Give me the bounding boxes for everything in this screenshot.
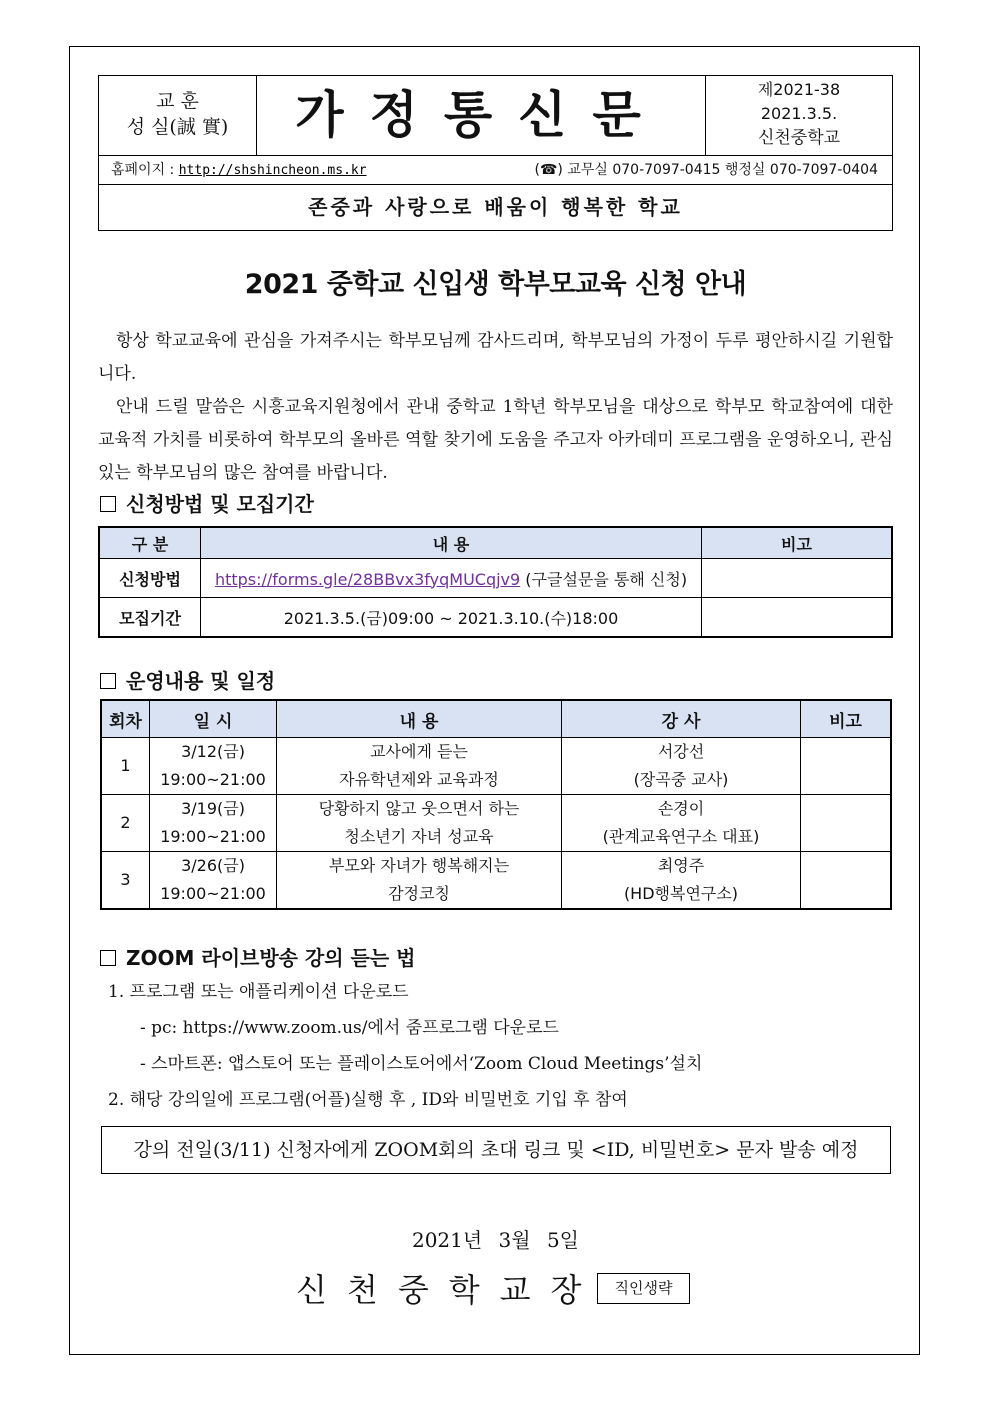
- session-datetime: [150, 738, 277, 795]
- zoom-instructions: [108, 974, 702, 1118]
- content-line: 부모와 자녀가 행복해지는: [328, 856, 510, 875]
- newsletter-title: 가정통신문: [295, 86, 667, 144]
- session-time: 19:00~21:00: [160, 770, 266, 789]
- table-header-row: [99, 527, 892, 559]
- session-content: [277, 852, 562, 910]
- section-schedule-title: 운영내용 및 일정: [126, 669, 276, 693]
- session-datetime: [150, 852, 277, 910]
- session-content: [277, 738, 562, 795]
- doc-number: 제2021-38: [757, 80, 841, 99]
- table-row: [101, 738, 891, 795]
- header-session: 회차: [101, 700, 150, 738]
- session-date: 3/19(금): [181, 799, 245, 818]
- intro-paragraph-1: 항상 학교교육에 관심을 가져주시는 학부모님께 감사드리며, 학부모님의 가정이 두루 평안하시길 기원합니다.: [98, 331, 893, 384]
- session-time: 19:00~21:00: [160, 827, 266, 846]
- google-form-link[interactable]: https://forms.gle/28BBvx3fyqMUCqjv9: [214, 569, 521, 589]
- zoom-step-2: 2. 해당 강의일에 프로그램(어플)실행 후 , ID와 비밀번호 기입 후 참여: [108, 1090, 628, 1110]
- motto-value: 성 실(誠 實): [126, 116, 229, 138]
- section-zoom-title: ZOOM 라이브방송 강의 듣는 법: [126, 946, 416, 970]
- session-date: 3/12(금): [181, 742, 245, 761]
- session-date: 3/26(금): [181, 856, 245, 875]
- session-content: [277, 795, 562, 852]
- zoom-step-1-pc: - pc: https://www.zoom.us/에서 줌프로그램 다운로드: [140, 1018, 559, 1038]
- header-contact-row: [99, 156, 892, 185]
- row-remark: [702, 598, 893, 638]
- application-method: [201, 559, 702, 598]
- application-table: [98, 526, 893, 638]
- phone-numbers: (☎) 교무실 070-7097-0415 행정실 070-7097-0404: [534, 162, 878, 178]
- schedule-table: [100, 699, 892, 910]
- section-application-heading: [100, 488, 314, 517]
- table-row: [101, 852, 891, 910]
- row-label: 모집기간: [99, 598, 201, 638]
- session-number: 1: [101, 738, 150, 795]
- content-line: 당황하지 않고 웃으면서 하는: [318, 799, 520, 818]
- document-title: 2021 중학교 신입생 학부모교육 신청 안내: [244, 269, 747, 300]
- intro-text: [98, 325, 893, 490]
- table-row: [101, 795, 891, 852]
- homepage-link[interactable]: http://shshincheon.ms.kr: [178, 163, 367, 178]
- table-row: [99, 598, 892, 638]
- homepage: [111, 156, 367, 185]
- header-content: 내 용: [277, 700, 562, 738]
- session-lecturer: [562, 738, 801, 795]
- school-slogan: 존중과 사랑으로 배움이 행복한 학교: [308, 195, 683, 219]
- session-datetime: [150, 795, 277, 852]
- checkbox-square-icon: [100, 950, 116, 966]
- table-row: [99, 559, 892, 598]
- motto-label: 교 훈: [156, 90, 199, 112]
- issue-date: 2021년 3월 5일: [411, 1228, 580, 1252]
- row-label: 신청방법: [99, 559, 201, 598]
- notice-box: 강의 전일(3/11) 신청자에게 ZOOM회의 초대 링크 및 <ID, 비밀번호> 문자 발송 예정: [101, 1126, 891, 1174]
- lecturer-name: 손경이: [657, 799, 705, 818]
- session-lecturer: [562, 852, 801, 910]
- checkbox-square-icon: [100, 496, 116, 512]
- header-remark: 비고: [702, 527, 893, 559]
- section-schedule-heading: [100, 665, 275, 694]
- application-note: (구글설문을 통해 신청): [525, 569, 688, 589]
- newsletter-header: [98, 75, 893, 231]
- content-line: 자유학년제와 교육과정: [339, 770, 499, 789]
- session-time: 19:00~21:00: [160, 884, 266, 903]
- header-category: 구 분: [99, 527, 201, 559]
- seal-omitted-stamp: 직인생략: [597, 1273, 690, 1304]
- session-lecturer: [562, 795, 801, 852]
- table-header-row: [101, 700, 891, 738]
- content-line: 감정코칭: [388, 884, 450, 903]
- school-name: 신천중학교: [757, 128, 841, 148]
- session-number: 3: [101, 852, 150, 910]
- session-number: 2: [101, 795, 150, 852]
- principal-signature: 신천중학교장: [296, 1271, 602, 1309]
- section-application-title: 신청방법 및 모집기간: [126, 492, 314, 516]
- session-remark: [801, 852, 892, 910]
- lecturer-name: 최영주: [657, 856, 705, 875]
- content-line: 청소년기 자녀 성교육: [344, 827, 494, 846]
- header-lecturer: 강 사: [562, 700, 801, 738]
- session-remark: [801, 738, 892, 795]
- row-remark: [702, 559, 893, 598]
- section-zoom-heading: [100, 942, 415, 971]
- header-datetime: 일 시: [150, 700, 277, 738]
- session-remark: [801, 795, 892, 852]
- zoom-step-1: 1. 프로그램 또는 애플리케이션 다운로드: [108, 982, 409, 1002]
- header-top-row: [99, 76, 892, 156]
- header-content: 내 용: [201, 527, 702, 559]
- content-line: 교사에게 듣는: [370, 742, 468, 761]
- lecturer-affiliation: (관계교육연구소 대표): [602, 827, 760, 846]
- lecturer-affiliation: (장곡중 교사): [633, 770, 729, 789]
- school-motto: [99, 76, 257, 155]
- doc-date: 2021.3.5.: [760, 104, 838, 123]
- header-remark: 비고: [801, 700, 892, 738]
- doc-meta: [705, 76, 892, 155]
- checkbox-square-icon: [100, 673, 116, 689]
- intro-paragraph-2: 안내 드릴 말씀은 시흥교육지원청에서 관내 중학교 1학년 학부모님을 대상으로 학부모 학교참여에 대한 교육적 가치를 비롯하여 학부모의 올바른 역할 찾기에 도움을 주고자 아카데미 프로그램을 운영하오니, 관심 있는 학부모님의 많은 참여를 바랍니다.: [98, 397, 893, 483]
- homepage-label: 홈페이지 :: [111, 162, 175, 178]
- lecturer-name: 서강선: [657, 742, 705, 761]
- recruitment-period: 2021.3.5.(금)09:00 ~ 2021.3.10.(수)18:00: [201, 598, 702, 638]
- zoom-step-1-mobile: - 스마트폰: 앱스토어 또는 플레이스토어에서‘Zoom Cloud Meetings’설치: [140, 1054, 703, 1074]
- lecturer-affiliation: (HD행복연구소): [623, 884, 739, 903]
